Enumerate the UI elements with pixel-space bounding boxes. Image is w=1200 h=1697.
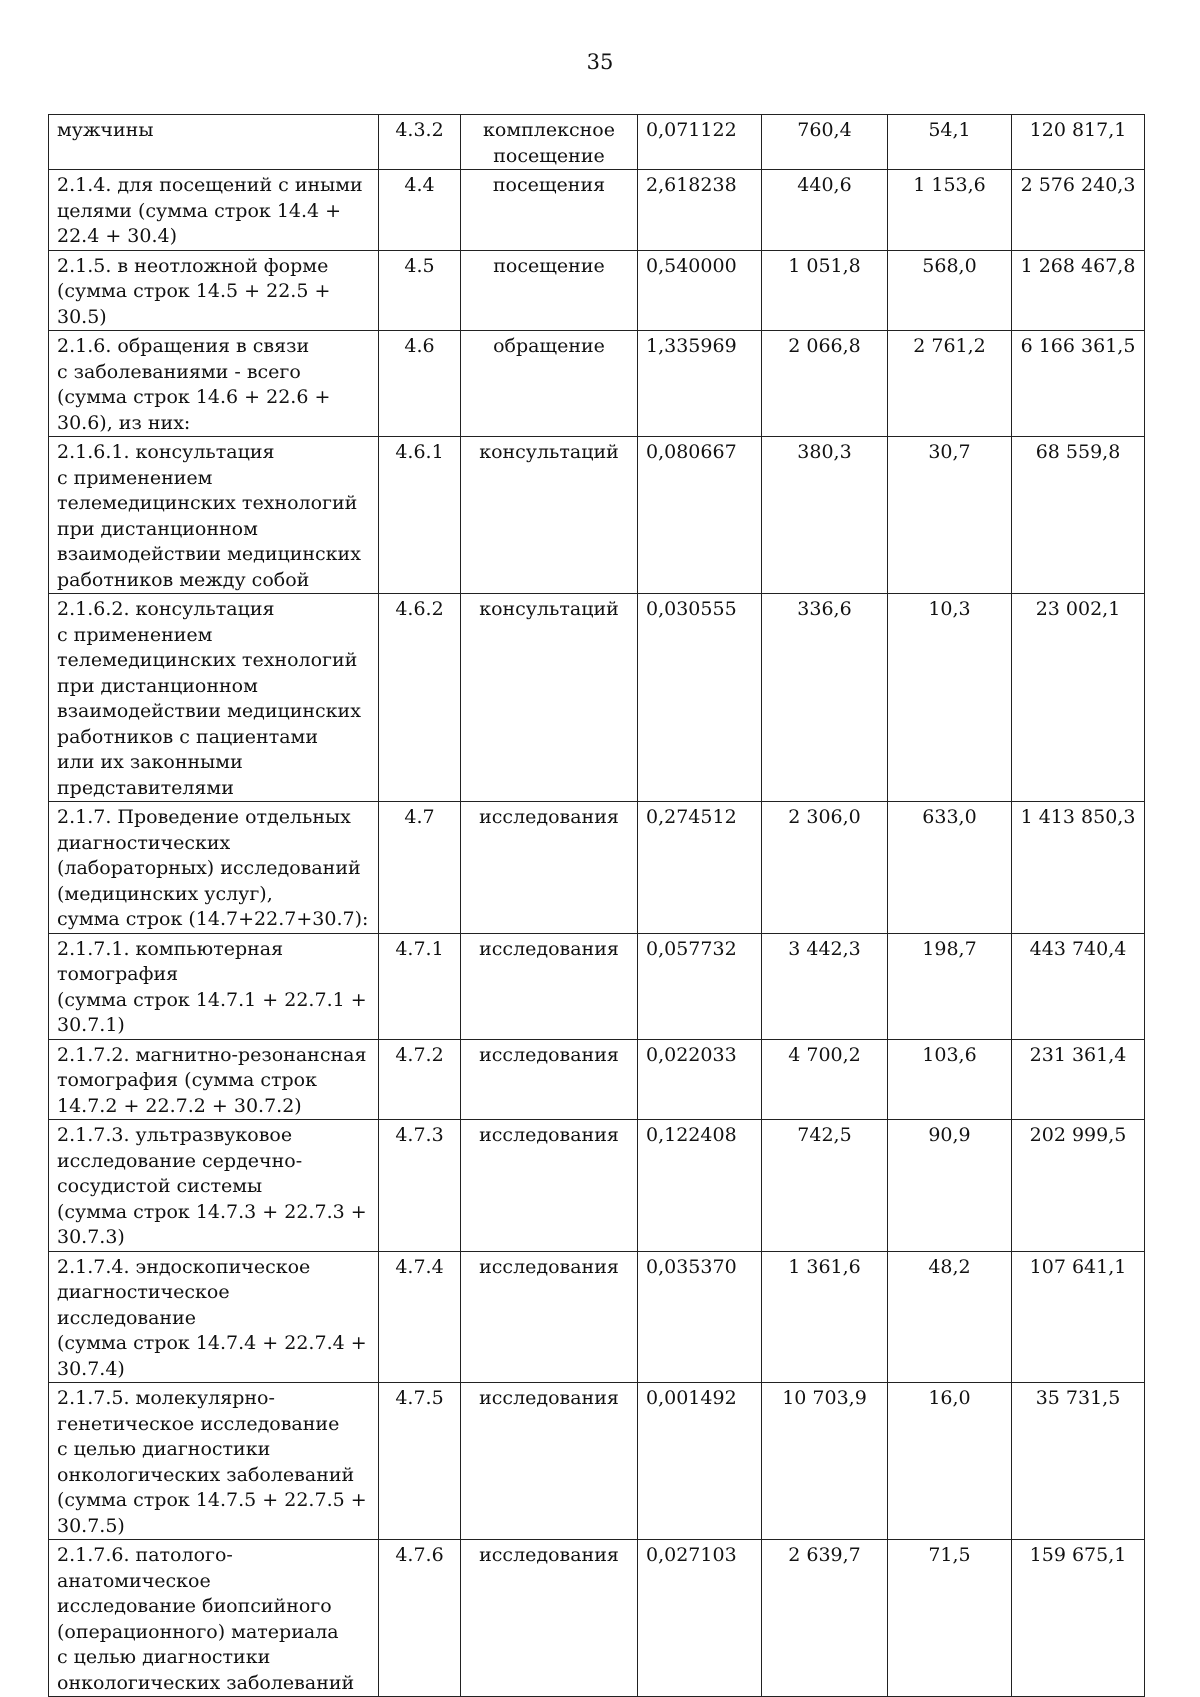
row-cost-cell bbox=[762, 170, 888, 251]
row-norm-cell bbox=[638, 115, 762, 170]
row-unit-cell bbox=[461, 437, 638, 594]
row-cost-cell bbox=[762, 594, 888, 802]
row-cost-cell bbox=[762, 1039, 888, 1120]
row-unit-text: исследования bbox=[479, 1124, 619, 1146]
row-name-cell bbox=[49, 1540, 379, 1697]
row-total-text: 1 268 467,8 bbox=[1020, 254, 1136, 277]
row-per-capita-text: 198,7 bbox=[922, 937, 977, 960]
data-table bbox=[48, 114, 1145, 1697]
table-row bbox=[49, 802, 1145, 934]
row-cost-text: 2 066,8 bbox=[788, 335, 861, 357]
row-code-cell bbox=[379, 437, 461, 594]
row-unit-cell bbox=[461, 1039, 638, 1120]
table-row bbox=[49, 331, 1145, 437]
row-norm-cell bbox=[638, 802, 762, 934]
table-row bbox=[49, 437, 1145, 594]
row-total-cell bbox=[1012, 437, 1145, 594]
row-cost-cell bbox=[762, 250, 888, 331]
row-code-cell bbox=[379, 1540, 461, 1697]
row-unit-cell bbox=[461, 802, 638, 934]
row-unit-cell bbox=[461, 115, 638, 170]
row-cost-text: 1 051,8 bbox=[788, 254, 861, 277]
table-row bbox=[49, 1540, 1145, 1697]
row-name-cell bbox=[49, 802, 379, 934]
row-unit-text: исследования bbox=[479, 806, 619, 828]
row-cost-cell bbox=[762, 1251, 888, 1383]
row-total-text: 231 361,4 bbox=[1029, 1043, 1127, 1066]
row-code-cell bbox=[379, 1039, 461, 1120]
row-norm-cell bbox=[638, 170, 762, 251]
row-per-capita-cell bbox=[888, 933, 1012, 1039]
row-name-cell bbox=[49, 1039, 379, 1120]
row-unit-text: исследования bbox=[479, 1387, 619, 1409]
row-per-capita-text: 103,6 bbox=[922, 1043, 977, 1066]
row-total-cell bbox=[1012, 594, 1145, 802]
row-name-cell bbox=[49, 115, 379, 170]
row-per-capita-text: 48,2 bbox=[928, 1255, 971, 1278]
row-name-text: 2.1.7.3. ультразвуковое исследование сердечно- сосудистой системы (сумма строк 14.7.3 + 22.7.3 + 30.7.3) bbox=[57, 1124, 367, 1248]
row-per-capita-cell bbox=[888, 170, 1012, 251]
row-cost-cell bbox=[762, 331, 888, 437]
row-cost-text: 2 306,0 bbox=[788, 806, 861, 828]
row-total-cell bbox=[1012, 933, 1145, 1039]
row-norm-text: 0,540000 bbox=[646, 254, 737, 277]
row-code-cell bbox=[379, 1383, 461, 1540]
table-row bbox=[49, 1251, 1145, 1383]
row-name-cell bbox=[49, 1383, 379, 1540]
row-name-cell bbox=[49, 331, 379, 437]
row-code-cell bbox=[379, 802, 461, 934]
row-norm-text: 0,027103 bbox=[646, 1544, 737, 1566]
row-norm-cell bbox=[638, 437, 762, 594]
row-name-cell bbox=[49, 250, 379, 331]
row-per-capita-text: 568,0 bbox=[922, 254, 977, 277]
row-code-text: 4.7 bbox=[404, 806, 435, 828]
row-cost-cell bbox=[762, 115, 888, 170]
row-code-cell bbox=[379, 1251, 461, 1383]
row-code-text: 4.7.6 bbox=[395, 1544, 444, 1566]
table-row bbox=[49, 1039, 1145, 1120]
row-name-cell bbox=[49, 1120, 379, 1252]
row-norm-cell bbox=[638, 1383, 762, 1540]
row-unit-cell bbox=[461, 1540, 638, 1697]
row-cost-cell bbox=[762, 802, 888, 934]
row-total-text: 202 999,5 bbox=[1029, 1124, 1127, 1146]
row-cost-text: 440,6 bbox=[797, 174, 852, 196]
row-per-capita-text: 90,9 bbox=[928, 1124, 971, 1146]
row-total-text: 6 166 361,5 bbox=[1020, 335, 1136, 357]
row-name-text: 2.1.6.2. консультация с применением телемедицинских технологий при дистанционном взаимодействии медицинских работников с пациентами или их законными представителями bbox=[57, 598, 361, 799]
row-code-cell bbox=[379, 115, 461, 170]
row-per-capita-text: 633,0 bbox=[922, 806, 977, 828]
row-unit-cell bbox=[461, 1383, 638, 1540]
row-total-text: 443 740,4 bbox=[1029, 937, 1127, 960]
row-norm-cell bbox=[638, 594, 762, 802]
row-name-text: 2.1.7.5. молекулярно- генетическое исследование с целью диагностики онкологических заболеваний (сумма строк 14.7.5 + 22.7.5 + 30.7.5) bbox=[57, 1387, 367, 1537]
row-code-text: 4.7.4 bbox=[395, 1255, 444, 1278]
row-norm-cell bbox=[638, 1251, 762, 1383]
row-code-cell bbox=[379, 1120, 461, 1252]
row-code-text: 4.6.1 bbox=[395, 441, 444, 463]
row-name-text: 2.1.7.4. эндоскопическое диагностическое исследование (сумма строк 14.7.4 + 22.7.4 + 30.7.4) bbox=[57, 1255, 367, 1380]
row-name-text: 2.1.7.6. патолого-анатомическое исследование биопсийного (операционного) материала с целью диагностики онкологических заболеваний bbox=[57, 1544, 355, 1694]
row-name-text: 2.1.7.1. компьютерная томография (сумма строк 14.7.1 + 22.7.1 + 30.7.1) bbox=[57, 937, 367, 1036]
row-per-capita-cell bbox=[888, 331, 1012, 437]
row-total-text: 159 675,1 bbox=[1029, 1544, 1127, 1566]
row-cost-text: 10 703,9 bbox=[782, 1387, 867, 1409]
row-name-text: 2.1.6.1. консультация с применением телемедицинских технологий при дистанционном взаимодействии медицинских работников между собой bbox=[57, 441, 361, 591]
row-name-text: мужчины bbox=[57, 119, 154, 141]
table-row bbox=[49, 1120, 1145, 1252]
row-norm-text: 0,071122 bbox=[646, 119, 737, 141]
row-norm-text: 0,001492 bbox=[646, 1387, 737, 1409]
table-row bbox=[49, 1383, 1145, 1540]
row-per-capita-cell bbox=[888, 1383, 1012, 1540]
table-row bbox=[49, 250, 1145, 331]
row-norm-text: 0,022033 bbox=[646, 1043, 737, 1066]
row-total-text: 1 413 850,3 bbox=[1020, 806, 1136, 828]
row-total-text: 23 002,1 bbox=[1035, 598, 1121, 620]
row-total-text: 2 576 240,3 bbox=[1020, 174, 1136, 196]
row-unit-text: обращение bbox=[493, 335, 605, 357]
row-per-capita-cell bbox=[888, 1251, 1012, 1383]
row-unit-text: комплексное посещение bbox=[483, 119, 615, 167]
row-cost-cell bbox=[762, 1383, 888, 1540]
row-per-capita-text: 54,1 bbox=[928, 119, 971, 141]
row-total-cell bbox=[1012, 1383, 1145, 1540]
row-norm-cell bbox=[638, 1039, 762, 1120]
row-unit-text: посещения bbox=[492, 174, 606, 196]
row-code-text: 4.6 bbox=[404, 335, 435, 357]
row-unit-cell bbox=[461, 250, 638, 331]
row-per-capita-text: 71,5 bbox=[928, 1544, 971, 1566]
row-cost-cell bbox=[762, 1540, 888, 1697]
row-cost-text: 380,3 bbox=[797, 441, 852, 463]
row-total-cell bbox=[1012, 1039, 1145, 1120]
row-norm-text: 0,057732 bbox=[646, 937, 737, 960]
row-code-text: 4.7.5 bbox=[395, 1387, 444, 1409]
row-code-text: 4.4 bbox=[404, 174, 435, 196]
row-cost-cell bbox=[762, 1120, 888, 1252]
row-code-cell bbox=[379, 933, 461, 1039]
row-total-cell bbox=[1012, 1540, 1145, 1697]
row-name-text: 2.1.4. для посещений с иными целями (сумма строк 14.4 + 22.4 + 30.4) bbox=[57, 174, 363, 247]
row-per-capita-text: 10,3 bbox=[928, 598, 971, 620]
row-total-text: 120 817,1 bbox=[1029, 119, 1127, 141]
row-name-text: 2.1.6. обращения в связи с заболеваниями - всего (сумма строк 14.6 + 22.6 + 30.6), из них: bbox=[57, 335, 331, 434]
row-total-cell bbox=[1012, 250, 1145, 331]
table-row bbox=[49, 115, 1145, 170]
row-per-capita-cell bbox=[888, 802, 1012, 934]
table-body bbox=[49, 115, 1145, 1697]
row-norm-text: 0,080667 bbox=[646, 441, 737, 463]
page-number: 35 bbox=[586, 50, 614, 74]
row-total-cell bbox=[1012, 802, 1145, 934]
row-total-cell bbox=[1012, 1251, 1145, 1383]
row-code-text: 4.7.2 bbox=[395, 1043, 444, 1066]
row-unit-text: исследования bbox=[479, 1255, 619, 1278]
row-cost-text: 2 639,7 bbox=[788, 1544, 861, 1566]
row-norm-text: 1,335969 bbox=[646, 335, 737, 357]
row-norm-cell bbox=[638, 250, 762, 331]
row-total-text: 107 641,1 bbox=[1029, 1255, 1127, 1278]
row-per-capita-text: 1 153,6 bbox=[913, 174, 986, 196]
row-code-cell bbox=[379, 250, 461, 331]
row-per-capita-text: 2 761,2 bbox=[913, 335, 986, 357]
row-total-text: 68 559,8 bbox=[1035, 441, 1121, 463]
row-per-capita-cell bbox=[888, 1039, 1012, 1120]
row-norm-text: 0,122408 bbox=[646, 1124, 737, 1146]
row-unit-text: исследования bbox=[479, 1544, 619, 1566]
row-name-cell bbox=[49, 933, 379, 1039]
row-code-text: 4.5 bbox=[404, 254, 435, 277]
table-row bbox=[49, 594, 1145, 802]
row-name-text: 2.1.7.2. магнитно-резонансная томография (сумма строк 14.7.2 + 22.7.2 + 30.7.2) bbox=[57, 1043, 367, 1117]
row-cost-text: 4 700,2 bbox=[788, 1043, 861, 1066]
row-unit-cell bbox=[461, 594, 638, 802]
row-per-capita-cell bbox=[888, 1120, 1012, 1252]
row-per-capita-cell bbox=[888, 1540, 1012, 1697]
row-cost-cell bbox=[762, 933, 888, 1039]
row-total-cell bbox=[1012, 115, 1145, 170]
row-code-text: 4.3.2 bbox=[395, 119, 444, 141]
row-norm-cell bbox=[638, 1540, 762, 1697]
row-cost-text: 1 361,6 bbox=[788, 1255, 861, 1278]
row-cost-cell bbox=[762, 437, 888, 594]
row-name-cell bbox=[49, 1251, 379, 1383]
row-unit-cell bbox=[461, 170, 638, 251]
row-total-text: 35 731,5 bbox=[1035, 1387, 1121, 1409]
row-unit-text: исследования bbox=[479, 937, 619, 960]
table-row bbox=[49, 170, 1145, 251]
row-unit-text: консультаций bbox=[479, 598, 619, 620]
row-total-cell bbox=[1012, 1120, 1145, 1252]
row-per-capita-text: 30,7 bbox=[928, 441, 971, 463]
row-cost-text: 742,5 bbox=[797, 1124, 852, 1146]
row-unit-cell bbox=[461, 933, 638, 1039]
row-code-text: 4.7.3 bbox=[395, 1124, 444, 1146]
row-name-text: 2.1.5. в неотложной форме (сумма строк 14.5 + 22.5 + 30.5) bbox=[57, 254, 331, 328]
row-code-cell bbox=[379, 170, 461, 251]
row-norm-cell bbox=[638, 933, 762, 1039]
row-cost-text: 336,6 bbox=[797, 598, 852, 620]
row-name-text: 2.1.7. Проведение отдельных диагностических (лабораторных) исследований (медицинских услуг), сумма строк (14.7+22.7+30.7): bbox=[57, 806, 369, 930]
row-norm-text: 0,274512 bbox=[646, 806, 737, 828]
row-unit-cell bbox=[461, 1251, 638, 1383]
row-unit-cell bbox=[461, 1120, 638, 1252]
table-row bbox=[49, 933, 1145, 1039]
row-per-capita-cell bbox=[888, 250, 1012, 331]
row-norm-cell bbox=[638, 1120, 762, 1252]
row-norm-text: 0,030555 bbox=[646, 598, 737, 620]
row-code-text: 4.6.2 bbox=[395, 598, 444, 620]
row-per-capita-cell bbox=[888, 594, 1012, 802]
row-unit-cell bbox=[461, 331, 638, 437]
row-norm-cell bbox=[638, 331, 762, 437]
row-norm-text: 2,618238 bbox=[646, 174, 737, 196]
row-code-cell bbox=[379, 331, 461, 437]
row-cost-text: 760,4 bbox=[797, 119, 852, 141]
row-code-cell bbox=[379, 594, 461, 802]
row-unit-text: консультаций bbox=[479, 441, 619, 463]
row-per-capita-text: 16,0 bbox=[928, 1387, 971, 1409]
row-total-cell bbox=[1012, 331, 1145, 437]
row-per-capita-cell bbox=[888, 115, 1012, 170]
row-per-capita-cell bbox=[888, 437, 1012, 594]
row-cost-text: 3 442,3 bbox=[788, 937, 861, 960]
row-norm-text: 0,035370 bbox=[646, 1255, 737, 1278]
row-unit-text: исследования bbox=[479, 1043, 619, 1066]
row-name-cell bbox=[49, 437, 379, 594]
row-name-cell bbox=[49, 170, 379, 251]
row-name-cell bbox=[49, 594, 379, 802]
row-total-cell bbox=[1012, 170, 1145, 251]
row-unit-text: посещение bbox=[493, 254, 605, 277]
row-code-text: 4.7.1 bbox=[395, 937, 444, 960]
